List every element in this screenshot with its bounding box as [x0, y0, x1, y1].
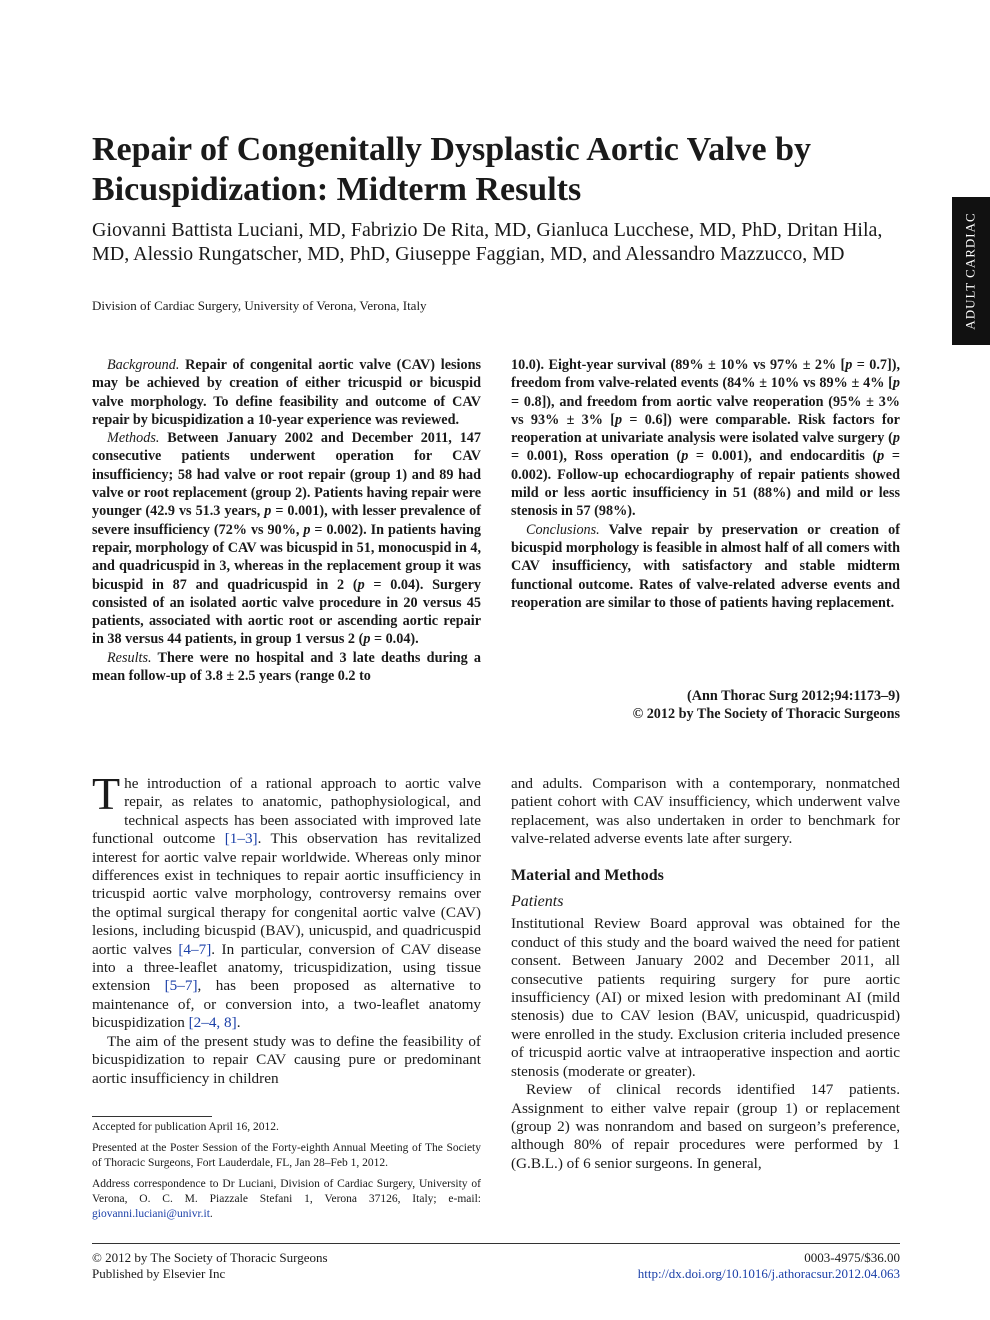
- abstract-right-column: [511, 356, 900, 612]
- abstract-left-column: [92, 356, 481, 685]
- review-paragraph: Review of clinical records identified 147 patients. Assignment to either valve repair (group 1) or replacement (group 2) was nonrandom and based on surgeon’s preference, although 80% of repair procedures were performed by 1 (G.B.L.) of 6 senior surgeons. In general,: [511, 1081, 900, 1172]
- reference-link[interactable]: [2–4, 8]: [188, 1014, 237, 1032]
- abstract-background: Background. Repair of congenital aortic valve (CAV) lesions may be achieved by creation of either tricuspid or bicuspid valve morphology. To define feasibility and outcome of CAV repair by bicuspidization a 10-year experience was reviewed.: [92, 357, 481, 428]
- intro-paragraph: The introduction of a rational approach to aortic valve repair, as relates to anatomic, pathophysiological, and technical aspects has been associated with improved late functional outcome [1–3]. This observation has revitalized interest for aortic valve repair worldwide. Whereas only minor differences exist in techniques to repair aortic insufficiency in tricuspid aortic valve morphology, controversy remains over the optimal surgical therapy for congenital aortic valve (CAV) lesions, including bicuspid (BAV), unicuspid, and quadricuspid aortic valves [4–7]. In particular, conversion of CAV disease into a three-leaflet anatomy, tricuspidization, using tissue extension [5–7], has been proposed as alternative to maintenance of, or conversion into, a two-leaflet anatomy bicuspidization [2–4, 8].: [92, 768, 481, 1032]
- email-link[interactable]: giovanni.luciani@univr.it: [92, 1208, 210, 1220]
- reference-link[interactable]: [1–3]: [224, 830, 258, 848]
- abstract-conclusions: Conclusions. Valve repair by preservation or creation of bicuspid morphology is feasible in almost half of all comers with CAV insufficiency, with satisfactory and stable midterm functional outcome. Rates of valve-related adverse events and reoperation are similar to those of patients having replacement.: [511, 521, 900, 611]
- section-tab: [952, 197, 990, 345]
- journal-citation: [511, 687, 900, 724]
- aim-paragraph: The aim of the present study was to define the feasibility of bicuspidization to repair CAV causing pure or predominant aortic insufficiency in children: [92, 1032, 481, 1087]
- drop-cap: T: [92, 768, 121, 819]
- citation-reference: (Ann Thorac Surg 2012;94:1173–9): [687, 688, 900, 704]
- section-heading: Material and Methods: [511, 866, 664, 884]
- subsection-heading: Patients: [511, 893, 564, 911]
- footer-publisher: Published by Elsevier Inc: [92, 1266, 226, 1281]
- reference-link[interactable]: [4–7]: [178, 940, 212, 958]
- abstract-methods: Methods. Between January 2002 and December 2011, 147 consecutive patients underwent operation for CAV insufficiency; 58 had valve or root repair (group 1) and 89 had valve or root replacement (group 2). Patients having repair were younger (42.9 vs 51.3 years, p = 0.001), with lesser prevalence of severe insufficiency (72% vs 90%, p = 0.002). In patients having repair, morphology of CAV was bicuspid in 51, monocuspid in 4, and quadricuspid in 3, whereas in the replacement group it was bicuspid in 87 and quadricuspid in 2 (p = 0.04). Surgery consisted of an isolated aortic valve procedure in 20 versus 45 patients, associated with aortic root or ascending aortic repair in 38 versus 44 patients, in group 1 versus 2 (p = 0.04).: [92, 430, 482, 648]
- citation-copyright: © 2012 by The Society of Thoracic Surgeons: [632, 706, 900, 723]
- footnote-presented: Presented at the Poster Session of the Forty-eighth Annual Meeting of The Society of Thoracic Surgeons, Fort Lauderdale, FL, Jan 28–Feb 1, 2012.: [92, 1142, 481, 1169]
- affiliation: Division of Cardiac Surgery, University of Verona, Verona, Italy: [92, 298, 427, 313]
- footnote-accepted: Accepted for publication April 16, 2012.: [92, 1121, 279, 1133]
- body-right-column: [511, 775, 900, 1173]
- article-title: Repair of Congenitally Dysplastic Aortic Valve by Bicuspidization: Midterm Results: [92, 131, 812, 208]
- footer-copyright: © 2012 by The Society of Thoracic Surgeons: [92, 1250, 328, 1265]
- footer-divider: [92, 1243, 900, 1244]
- footer-issn: 0003-4975/$36.00: [804, 1250, 900, 1265]
- footnote-address: Address correspondence to Dr Luciani, Division of Cardiac Surgery, University of Verona, O. C. M. Piazzale Stefani 1, Verona 37126, Italy; e-mail: giovanni.luciani@univr.it.: [92, 1178, 481, 1220]
- footer-right: [560, 1250, 900, 1282]
- reference-link[interactable]: [5–7]: [164, 977, 198, 995]
- abstract-results: Results. There were no hospital and 3 late deaths during a mean follow-up of 3.8 ± 2.5 years (range 0.2 to: [92, 649, 481, 685]
- patients-paragraph: Institutional Review Board approval was obtained for the conduct of this study and the board waived the need for patient consent. Between January 2002 and December 2011, all consecutive patients requiring surgery for pure aortic insufficiency (AI) or mixed lesion with predominant AI (mild stenosis) due to CAV lesion (BAV, unicuspid, quadricuspid) were enrolled in the study. Exclusion criteria included presence of tricuspid aortic valve at intraoperative inspection and aortic stenosis (moderate or greater).: [511, 915, 900, 1080]
- abstract-results-continued: 10.0). Eight-year survival (89% ± 10% vs 97% ± 2% [p = 0.7]), freedom from valve-related events (84% ± 10% vs 89% ± 4% [p = 0.8]), and freedom from aortic valve reoperation (95% ± 3% vs 93% ± 3% [p = 0.6]) were comparable. Risk factors for reoperation at univariate analysis were isolated valve surgery (p = 0.001), Ross operation (p = 0.001), and endocarditis (p = 0.002). Follow-up echocardiography of repair patients showed mild or less aortic insufficiency in 51 (88%) and mild or less stenosis in 57 (98%).: [511, 357, 900, 520]
- intro-continued: and adults. Comparison with a contemporary, nonmatched patient cohort with CAV insufficiency, which underwent valve replacement, was also undertaken in order to benchmark for valve-related adverse events late after surgery.: [511, 775, 900, 848]
- footnote-divider: [92, 1116, 212, 1117]
- footnotes: [92, 1120, 481, 1228]
- footer-left: [92, 1250, 328, 1282]
- body-left-column: [92, 768, 481, 1088]
- doi-link[interactable]: http://dx.doi.org/10.1016/j.athoracsur.2012.04.063: [637, 1266, 900, 1281]
- section-tab-label: ADULT CARDIAC: [963, 212, 978, 330]
- author-list: Giovanni Battista Luciani, MD, Fabrizio De Rita, MD, Gianluca Lucchese, MD, PhD, Dritan Hila, MD, Alessio Rungatscher, MD, PhD, Giuseppe Faggian, MD, and Alessandro Mazzucco, MD: [92, 219, 883, 265]
